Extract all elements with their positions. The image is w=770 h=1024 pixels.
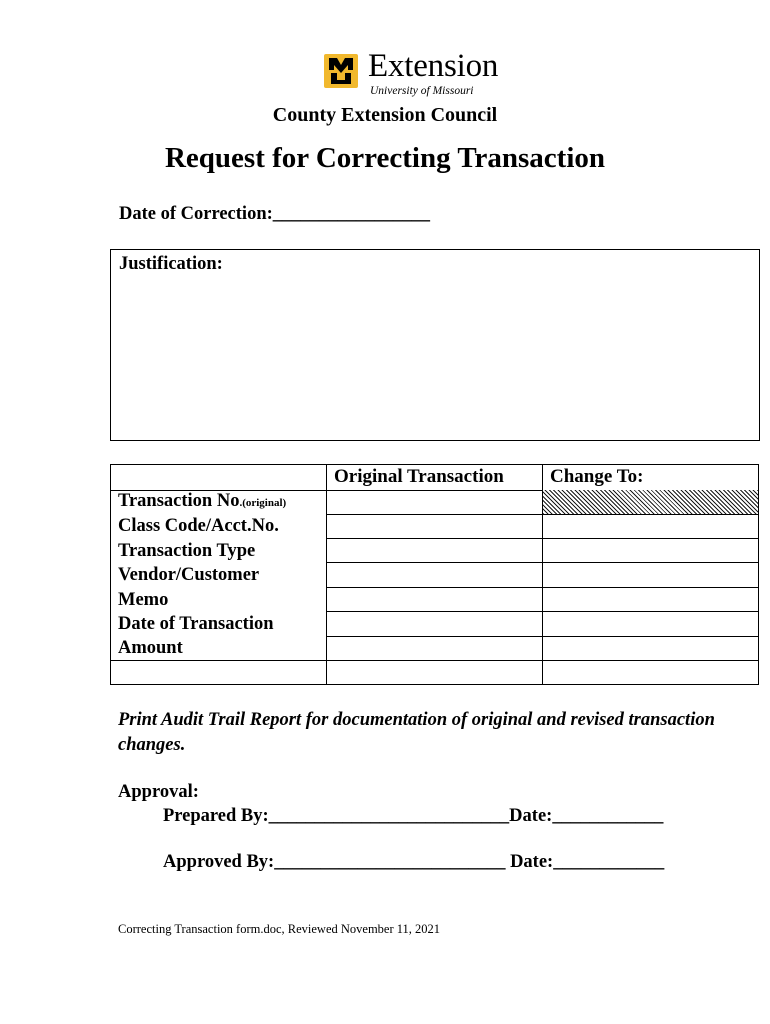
logo-wordmark: Extension (368, 48, 499, 84)
row-label-date-of-transaction: Date of Transaction (118, 614, 274, 634)
prepared-by-line[interactable]: Prepared By:__________________________Date:____________ (163, 806, 664, 826)
transaction-table (110, 464, 759, 685)
table-rule (327, 611, 759, 612)
table-rule (327, 538, 759, 539)
table-rule (326, 464, 327, 685)
col-header-change: Change To: (550, 466, 644, 487)
audit-trail-note: Print Audit Trail Report for documentation of original and revised transaction changes. (118, 710, 715, 755)
hatched-cell (543, 490, 758, 514)
row-label-memo: Memo (118, 590, 169, 610)
table-rule (110, 660, 759, 661)
col-header-original: Original Transaction (334, 466, 504, 487)
table-rule (327, 636, 759, 637)
table-rule (327, 562, 759, 563)
page-title: Request for Correcting Transaction (164, 142, 606, 174)
row-label-amount: Amount (118, 638, 183, 658)
date-of-correction-field[interactable] (119, 204, 430, 225)
council-name: County Extension Council (272, 104, 498, 126)
date-of-correction-blank: _________________ (272, 204, 431, 224)
table-rule (327, 587, 759, 588)
justification-label: Justification: (119, 254, 223, 274)
row-label-transaction-no: Transaction No.(original) (118, 491, 287, 511)
row-label-vendor-customer: Vendor/Customer (118, 565, 260, 585)
justification-box[interactable] (110, 249, 760, 441)
approval-heading: Approval: (118, 782, 199, 802)
extension-logo (324, 48, 524, 100)
approved-by-line[interactable]: Approved By:_________________________ Date:____________ (163, 852, 665, 872)
footer-text: Correcting Transaction form.doc, Reviewed November 11, 2021 (118, 922, 441, 936)
table-rule (327, 514, 759, 515)
logo-subtitle: University of Missouri (370, 85, 474, 97)
row-label-suffix: .(original) (239, 497, 287, 509)
row-label-class-code: Class Code/Acct.No. (118, 516, 279, 536)
table-rule (110, 464, 111, 685)
table-rule (110, 464, 759, 465)
date-of-correction-label: Date of Correction: (119, 204, 273, 224)
row-label-transaction-type: Transaction Type (118, 541, 256, 561)
mu-logo-icon (324, 54, 358, 88)
table-rule (110, 684, 759, 685)
table-rule (758, 464, 759, 685)
